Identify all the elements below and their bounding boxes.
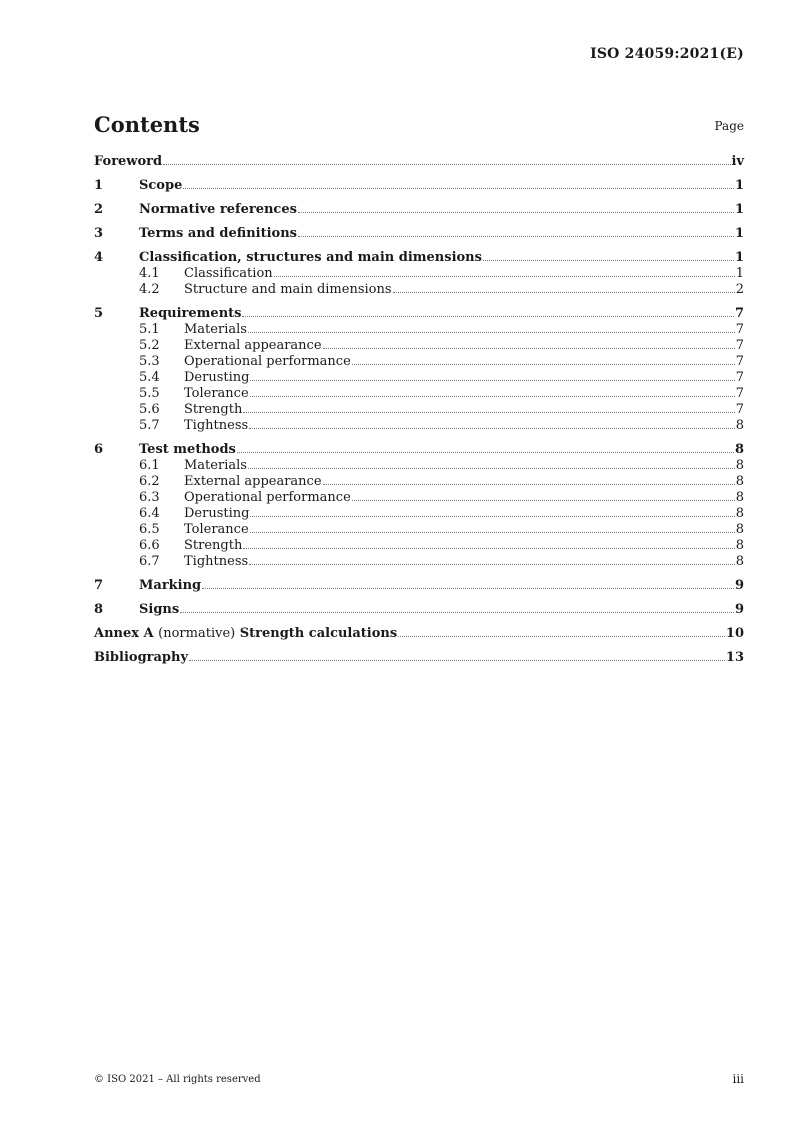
toc-title: Scope [139,178,183,193]
dot-leader [249,563,735,565]
toc-title: Tolerance [184,386,249,401]
toc-title: Tolerance [184,522,249,537]
toc-entry-section-5-7[interactable] [94,418,744,434]
toc-title: Terms and definitions [139,226,297,241]
toc-entry-section-4[interactable] [94,250,744,266]
toc-entry-section-5-2[interactable] [94,338,744,354]
toc-number: 5.5 [139,386,160,401]
toc-page: 10 [725,626,744,641]
toc-number: 4 [94,250,104,265]
toc-page: 1 [735,266,744,281]
toc-entry-section-4-1[interactable] [94,266,744,282]
dot-leader [183,187,734,189]
toc-page: 8 [735,458,744,473]
dot-leader [249,427,735,429]
toc-page: 8 [735,506,744,521]
toc-entry-section-6[interactable] [94,442,744,458]
dot-leader [250,379,734,381]
annex-label: Annex A [94,626,154,641]
toc-title: Strength [184,402,243,417]
toc-entry-section-6-4[interactable] [94,506,744,522]
toc-entry-section-6-5[interactable] [94,522,744,538]
toc-page: iv [731,154,744,169]
toc-title: Classification, structures and main dimensions [139,250,482,265]
toc-entry-bibliography[interactable] [94,650,744,666]
toc-title: Strength [184,538,243,553]
toc-page: 7 [735,354,744,369]
page-number: iii [732,1072,744,1086]
annex-title: Strength calculations [239,626,398,641]
toc-entry-section-7[interactable] [94,578,744,594]
toc-page: 2 [735,282,744,297]
toc-page: 7 [735,370,744,385]
toc-title: Signs [139,602,180,617]
dot-leader [163,163,730,165]
toc-entry-section-5-6[interactable] [94,402,744,418]
toc-title: Classification [184,266,273,281]
toc-page: 7 [735,338,744,353]
toc-title: Bibliography [94,650,189,665]
contents-title: Contents [94,112,200,137]
toc-number: 7 [94,578,104,593]
dot-leader [250,531,735,533]
toc-number: 6.4 [139,506,160,521]
toc-title: Requirements [139,306,242,321]
toc-title: Operational performance [184,354,351,369]
toc-entry-section-5-4[interactable] [94,370,744,386]
toc-number: 6.5 [139,522,160,537]
toc-entry-section-6-7[interactable] [94,554,744,570]
toc-page: 13 [725,650,744,665]
toc-page: 8 [735,490,744,505]
toc-entry-foreword[interactable] [94,154,744,170]
toc-entry-section-6-2[interactable] [94,474,744,490]
toc-page: 9 [734,578,744,593]
toc-page: 8 [735,538,744,553]
dot-leader [250,515,734,517]
toc-page: 8 [735,418,744,433]
toc-title: Structure and main dimensions [184,282,392,297]
dot-leader [274,275,735,277]
toc-title [94,626,397,642]
toc-title: Foreword [94,154,163,169]
toc-number: 5.3 [139,354,160,369]
toc-title: Derusting [184,506,250,521]
dot-leader [298,235,734,237]
dot-leader [243,411,734,413]
dot-leader [202,587,734,589]
dot-leader [352,363,735,365]
toc-page: 7 [735,402,744,417]
dot-leader [393,291,735,293]
dot-leader [398,635,725,637]
toc-entry-section-2[interactable] [94,202,744,218]
toc-entry-annex-a[interactable] [94,626,744,642]
dot-leader [483,259,734,261]
toc-number: 6.7 [139,554,160,569]
toc-number: 6.3 [139,490,160,505]
toc-page: 9 [734,602,744,617]
toc-number: 5.6 [139,402,160,417]
toc-page: 8 [735,522,744,537]
toc-page: 1 [734,178,744,193]
page-column-label: Page [714,119,744,133]
toc-entry-section-6-1[interactable] [94,458,744,474]
toc-entry-section-5[interactable] [94,306,744,322]
toc-entry-section-5-1[interactable] [94,322,744,338]
dot-leader [323,483,735,485]
dot-leader [298,211,734,213]
dot-leader [250,395,735,397]
toc-page: 1 [734,226,744,241]
toc-page: 8 [735,554,744,569]
toc-title: External appearance [184,338,322,353]
toc-number: 4.2 [139,282,160,297]
toc-title: Tightness [184,554,249,569]
toc-title: Normative references [139,202,297,217]
toc-number: 6.1 [139,458,160,473]
toc-title: Marking [139,578,202,593]
dot-leader [248,331,735,333]
toc-page: 1 [734,202,744,217]
toc-page: 1 [734,250,744,265]
toc-title: External appearance [184,474,322,489]
document-id: ISO 24059:2021(E) [590,46,744,62]
toc-number: 2 [94,202,104,217]
annex-note: (normative) [158,626,236,641]
toc-number: 6 [94,442,104,457]
toc-page: 7 [734,306,744,321]
toc-entry-section-6-3[interactable] [94,490,744,506]
toc-entry-section-1[interactable] [94,178,744,194]
toc-number: 1 [94,178,104,193]
copyright-notice: © ISO 2021 – All rights reserved [94,1074,261,1085]
dot-leader [242,315,733,317]
toc-page: 7 [735,322,744,337]
toc-number: 4.1 [139,266,160,281]
toc-number: 6.6 [139,538,160,553]
toc-entry-section-6-6[interactable] [94,538,744,554]
dot-leader [180,611,734,613]
toc-number: 5.7 [139,418,160,433]
toc-entry-section-5-5[interactable] [94,386,744,402]
dot-leader [237,451,734,453]
toc-page: 7 [735,386,744,401]
toc-number: 3 [94,226,104,241]
toc-number: 5.2 [139,338,160,353]
toc-entry-section-3[interactable] [94,226,744,242]
dot-leader [323,347,735,349]
toc-title: Test methods [139,442,236,457]
toc-title: Operational performance [184,490,351,505]
toc-title: Derusting [184,370,250,385]
toc-entry-section-4-2[interactable] [94,282,744,298]
dot-leader [189,659,725,661]
toc-number: 6.2 [139,474,160,489]
toc-page: 8 [735,474,744,489]
dot-leader [248,467,735,469]
toc-title: Materials [184,322,247,337]
toc-title: Tightness [184,418,249,433]
toc-entry-section-8[interactable] [94,602,744,618]
toc-entry-section-5-3[interactable] [94,354,744,370]
toc-number: 5 [94,306,104,321]
toc-number: 8 [94,602,104,617]
table-of-contents [94,154,744,666]
dot-leader [352,499,735,501]
toc-title: Materials [184,458,247,473]
toc-number: 5.1 [139,322,160,337]
toc-number: 5.4 [139,370,160,385]
dot-leader [243,547,734,549]
contents-header [94,112,744,136]
toc-page: 8 [734,442,744,457]
